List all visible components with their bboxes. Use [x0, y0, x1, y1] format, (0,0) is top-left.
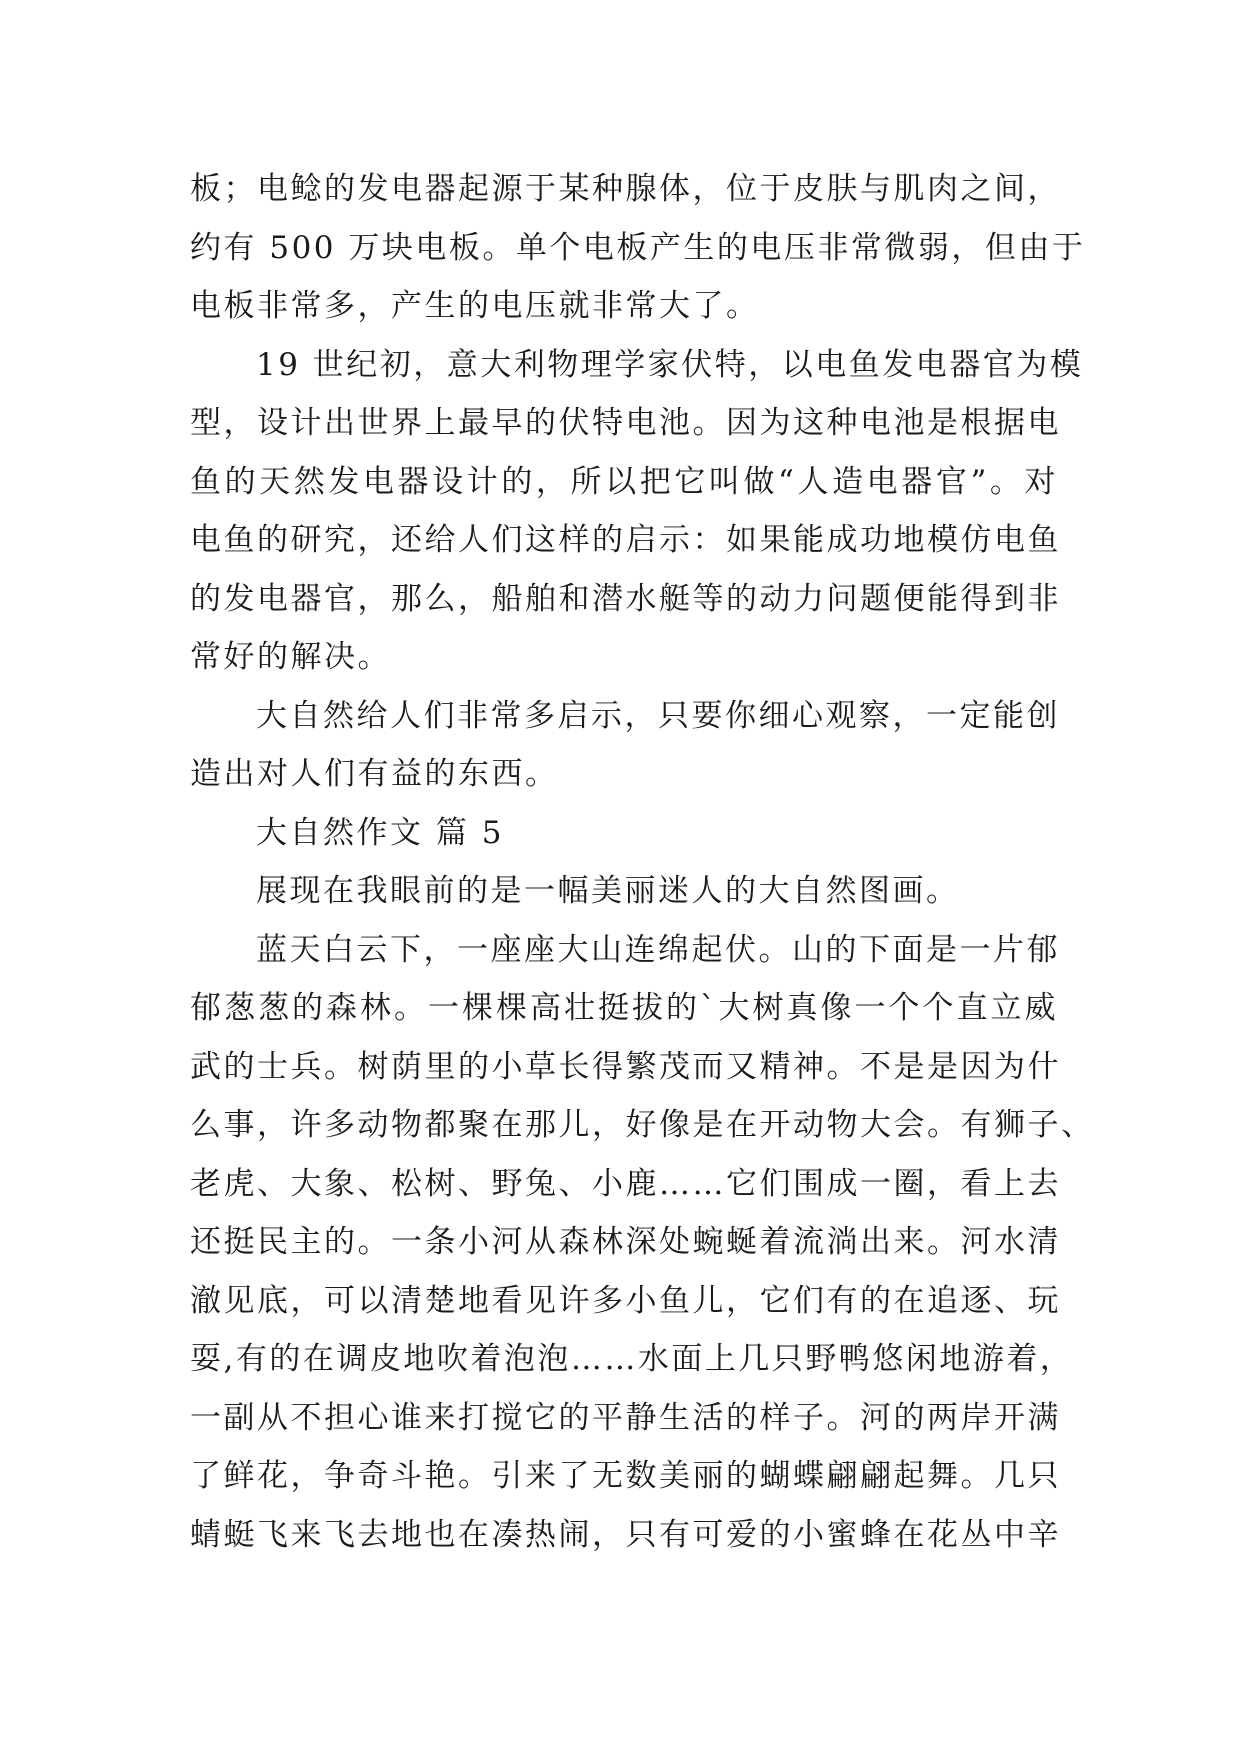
text-line: 电板非常多，产生的电压就非常大了。: [190, 288, 760, 324]
text-line: 了鲜花，争奇斗艳。引来了无数美丽的蝴蝶翩翩起舞。几只: [190, 1458, 1061, 1494]
text-line: 还挺民主的。一条小河从森林深处蜿蜒着流淌出来。河水清: [190, 1224, 1061, 1260]
text-line: 老虎、大象、松树、野兔、小鹿……它们围成一圈，看上去: [190, 1165, 1061, 1202]
text-line: 展现在我眼前的是一幅美丽迷人的大自然图画。: [256, 873, 960, 909]
text-line: 蜻蜓飞来飞去地也在凑热闹，只有可爱的小蜜蜂在花丛中辛: [190, 1516, 1061, 1553]
text-line: 常好的解决。: [190, 639, 391, 675]
text-line: 澈见底，可以清楚地看见许多小鱼儿，它们有的在追逐、玩: [190, 1282, 1061, 1319]
text-line: 一副从不担心谁来打搅它的平静生活的样子。河的两岸开满: [190, 1399, 1061, 1436]
text-line: 造出对人们有益的东西。: [190, 756, 559, 792]
text-line: 武的士兵。树荫里的小草长得繁茂而又精神。不是是因为什: [190, 1048, 1061, 1085]
document-body: [190, 160, 1095, 1564]
text-line: 郁葱葱的森林。一棵棵高壮挺拔的`大树真像一个个直立威: [190, 990, 1058, 1026]
text-line: 大自然作文 篇 5: [256, 814, 504, 851]
text-line: 大自然给人们非常多启示，只要你细心观察，一定能创: [256, 697, 1060, 734]
text-line: 板；电鲶的发电器起源于某种腺体，位于皮肤与肌肉之间，: [190, 171, 1061, 207]
text-line: 耍,有的在调皮地吹着泡泡……水面上几只野鸭悠闲地游着，: [190, 1341, 1074, 1377]
text-line: 么事，许多动物都聚在那儿，好像是在开动物大会。有狮子、: [190, 1107, 1095, 1143]
text-line: 型，设计出世界上最早的伏特电池。因为这种电池是根据电: [190, 405, 1061, 441]
text-line: 约有 500 万块电板。单个电板产生的电压非常微弱，但由于: [190, 229, 1086, 266]
text-line: 的发电器官，那么，船舶和潜水艇等的动力问题便能得到非: [190, 580, 1061, 617]
text-line: 鱼的天然发电器设计的，所以把它叫做“人造电器官”。对: [190, 463, 1058, 500]
text-line: 电鱼的研究，还给人们这样的启示：如果能成功地模仿电鱼: [190, 522, 1061, 558]
text-line: 19 世纪初，意大利物理学家伏特，以电鱼发电器官为模: [256, 346, 1084, 383]
text-line: 蓝天白云下，一座座大山连绵起伏。山的下面是一片郁: [256, 931, 1060, 968]
